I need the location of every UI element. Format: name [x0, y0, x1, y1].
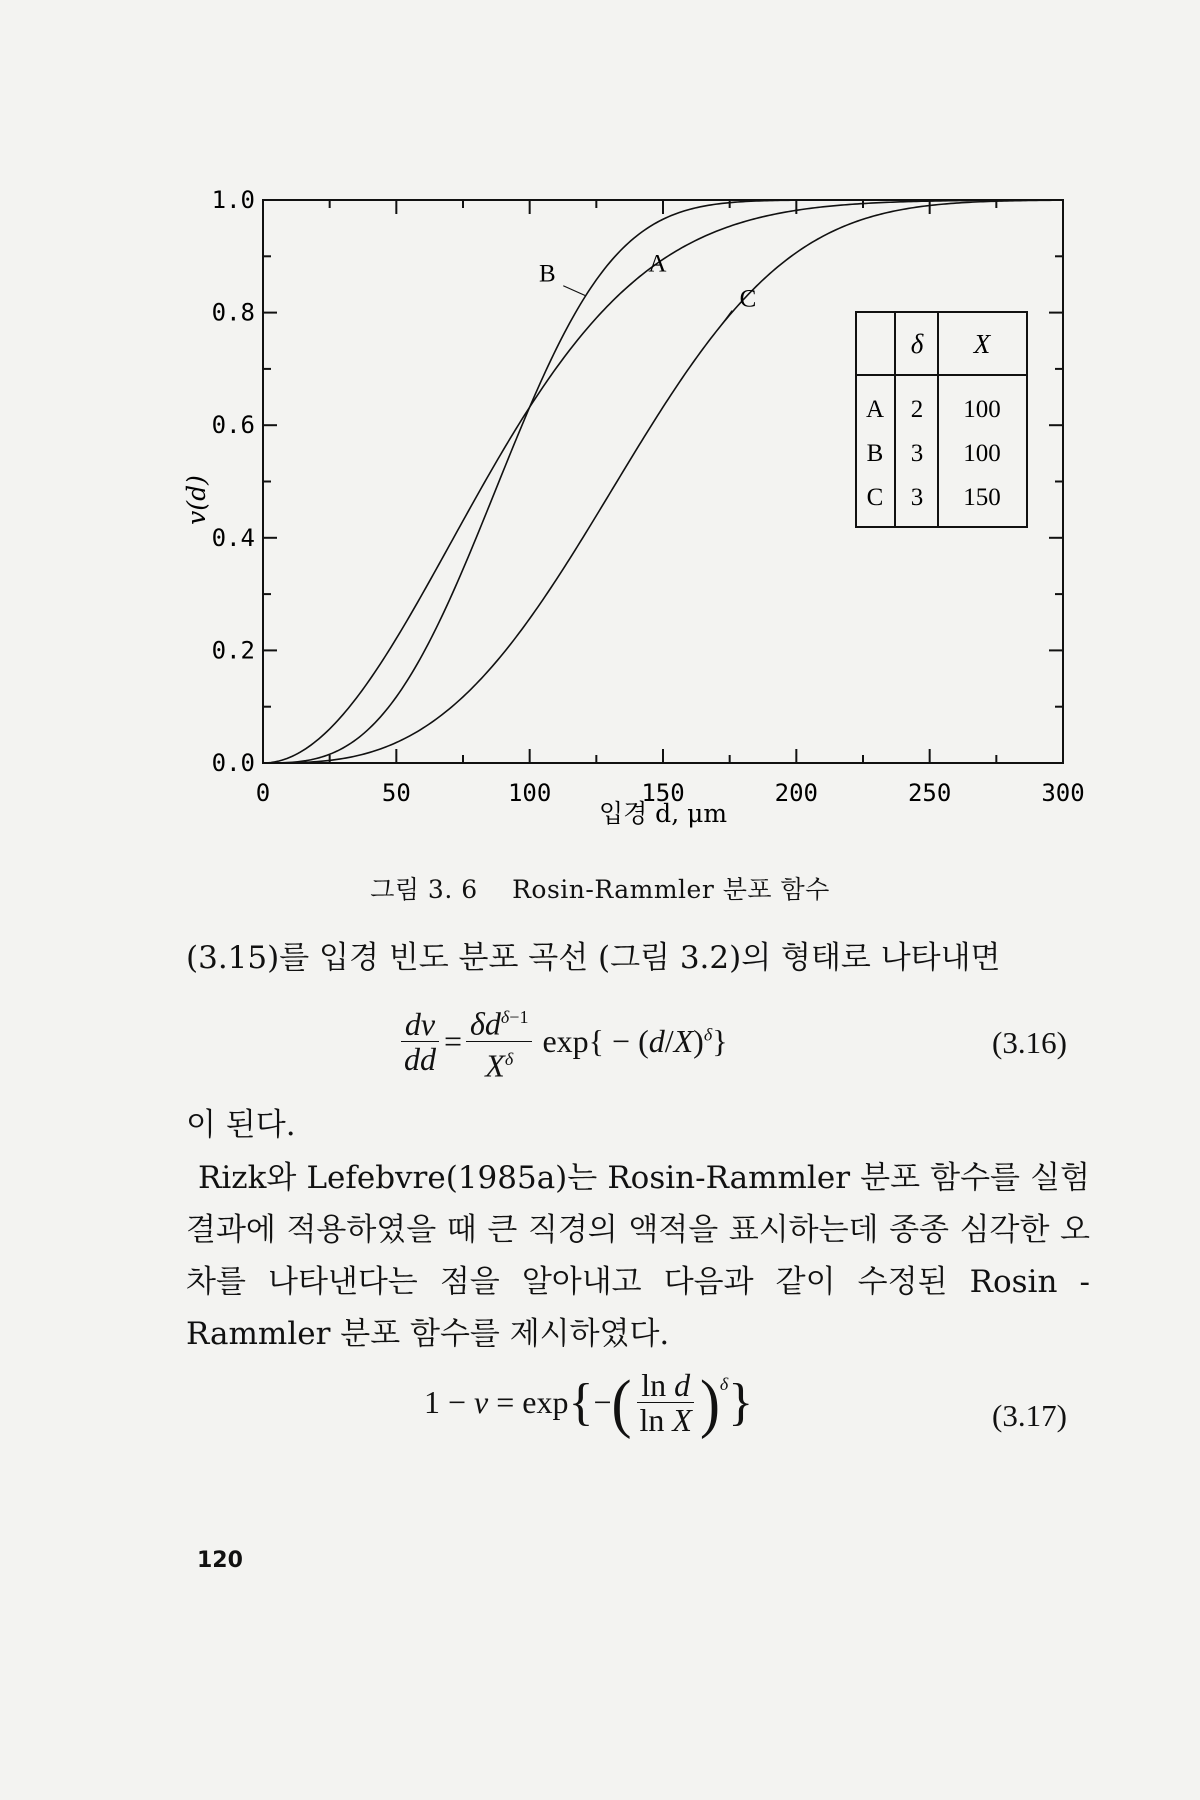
x-axis-label: 입경 d, μm	[598, 799, 728, 828]
y-tick-label: 1.0	[211, 186, 255, 214]
table-cell: B	[866, 440, 884, 467]
table-header-cell: X	[973, 329, 991, 359]
equation-3-17-number: (3.17)	[992, 1398, 1067, 1433]
paragraph-result: 이 된다.	[186, 1107, 296, 1143]
y-tick-label: 0.8	[211, 298, 255, 327]
curve-label-leader-A	[620, 275, 640, 293]
table-cell: 150	[963, 484, 1001, 511]
y-tick-label: 0.4	[211, 523, 255, 552]
x-tick-label: 0	[255, 779, 271, 807]
figure-number: 그림 3. 6	[370, 875, 478, 904]
paragraph-intro: (3.15)를 입경 빈도 분포 곡선 (그림 3.2)의 형태로 나타내면	[186, 940, 1001, 976]
paragraph-rizk: Rizk와 Lefebvre(1985a)는 Rosin-Rammler 분포 함수를 실험 결과에 적용하였을 때 큰 직경의 액적을 표시하는데 종종 심각한 오차를 나타낸다는 점을 알아내고 다음과 같이 수정된 Rosin -Rammler 분포 함수를 제시하였다.	[186, 1160, 1090, 1352]
y-axis-label: v(d)	[182, 475, 211, 525]
y-tick-label: 0.6	[211, 411, 255, 440]
y-tick-label: 0.0	[211, 749, 255, 777]
table-cell: 3	[910, 440, 924, 467]
figure-title: Rosin-Rammler 분포 함수	[512, 875, 830, 904]
equation-3-16-number: (3.16)	[992, 1025, 1067, 1060]
y-tick-label: 0.2	[211, 636, 255, 665]
equation-3-16: $\frac{dv}{dd}$ = $\frac{\delta d^{\delta-1}}{X^\delta}$ $\exp\{ - (d/X)^\delta\}$	[396, 1000, 728, 1082]
x-tick-label: 100	[507, 779, 552, 807]
curve-label-leader-B	[563, 286, 585, 296]
y-tick-labels	[212, 186, 255, 777]
curve-label-A: A	[648, 250, 667, 278]
table-cell: 100	[963, 440, 1001, 467]
curve-label-B: B	[538, 260, 556, 288]
curve-labels	[539, 250, 756, 324]
rosin-rammler-chart	[0, 0, 1200, 860]
curve-label-leader-C	[722, 311, 732, 325]
table-cell: C	[866, 484, 884, 511]
parameter-table	[856, 312, 1027, 527]
x-tick-label: 200	[774, 779, 819, 807]
x-tick-label: 50	[381, 779, 411, 807]
x-tick-label: 150	[641, 779, 685, 807]
table-cell: A	[865, 396, 885, 423]
x-tick-label: 250	[907, 779, 952, 807]
table-cell: 100	[963, 396, 1001, 423]
x-tick-label: 300	[1041, 779, 1085, 807]
page-number: 120	[197, 1548, 243, 1573]
figure-caption	[0, 870, 1200, 906]
table-cell: 2	[910, 396, 924, 423]
table-header-cell: δ	[910, 329, 924, 359]
curve-label-C: C	[739, 285, 757, 313]
equation-3-17: 1 − v = exp { − ( $\frac{\text{ln d}}{\text{ln X}}$ ) $^\delta$ }	[424, 1366, 754, 1439]
table-cell: 3	[910, 484, 924, 511]
